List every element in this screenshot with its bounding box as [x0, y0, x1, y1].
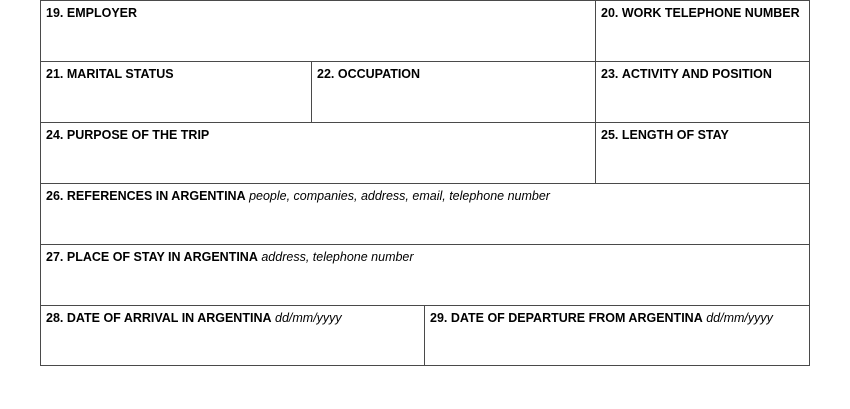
- work-telephone-cell: [595, 0, 810, 62]
- marital-status-number: 21.: [46, 67, 64, 81]
- marital-status-title: MARITAL STATUS: [66, 67, 174, 81]
- departure-date-cell: [424, 305, 810, 366]
- arrival-date-title: DATE OF ARRIVAL IN ARGENTINA: [66, 311, 272, 325]
- activity-position-number: 23.: [601, 67, 619, 81]
- arrival-date-hint: dd/mm/yyyy: [275, 311, 342, 325]
- purpose-of-trip-title: PURPOSE OF THE TRIP: [66, 128, 210, 142]
- arrival-date-field[interactable]: [45, 330, 420, 361]
- length-of-stay-label: [601, 128, 729, 143]
- departure-date-number: 29.: [430, 311, 448, 325]
- marital-status-field[interactable]: [45, 86, 307, 118]
- references-title: REFERENCES IN ARGENTINA: [66, 189, 246, 203]
- activity-position-field[interactable]: [600, 86, 805, 118]
- marital-status-label: [46, 67, 174, 82]
- place-of-stay-number: 27.: [46, 250, 64, 264]
- employer-title: EMPLOYER: [66, 6, 138, 20]
- departure-date-hint: dd/mm/yyyy: [706, 311, 773, 325]
- activity-position-label: [601, 67, 772, 82]
- employer-number: 19.: [46, 6, 64, 20]
- occupation-number: 22.: [317, 67, 335, 81]
- references-cell: [40, 183, 810, 245]
- work-telephone-number: 20.: [601, 6, 619, 20]
- activity-position-cell: [595, 61, 810, 123]
- departure-date-label: [430, 311, 773, 326]
- arrival-date-number: 28.: [46, 311, 64, 325]
- occupation-label: [317, 67, 420, 82]
- employer-label: [46, 6, 137, 21]
- place-of-stay-field[interactable]: [45, 269, 805, 301]
- place-of-stay-cell: [40, 244, 810, 306]
- activity-position-title: ACTIVITY AND POSITION: [621, 67, 772, 81]
- work-telephone-label: [601, 6, 800, 21]
- length-of-stay-title: LENGTH OF STAY: [621, 128, 729, 142]
- references-label: [46, 189, 550, 204]
- occupation-field[interactable]: [316, 86, 591, 118]
- length-of-stay-cell: [595, 122, 810, 184]
- place-of-stay-title: PLACE OF STAY IN ARGENTINA: [66, 250, 258, 264]
- employer-cell: [40, 0, 596, 62]
- place-of-stay-hint: address, telephone number: [261, 250, 414, 264]
- occupation-title: OCCUPATION: [337, 67, 421, 81]
- arrival-date-label: [46, 311, 342, 326]
- departure-date-title: DATE OF DEPARTURE FROM ARGENTINA: [450, 311, 703, 325]
- place-of-stay-label: [46, 250, 414, 265]
- references-hint: people, companies, address, email, telephone number: [249, 189, 550, 203]
- visa-form-section: [40, 0, 810, 366]
- marital-status-cell: [40, 61, 312, 123]
- purpose-of-trip-field[interactable]: [45, 147, 591, 179]
- arrival-date-cell: [40, 305, 425, 366]
- purpose-of-trip-number: 24.: [46, 128, 64, 142]
- departure-date-field[interactable]: [429, 330, 805, 361]
- length-of-stay-field[interactable]: [600, 147, 805, 179]
- references-field[interactable]: [45, 208, 805, 240]
- length-of-stay-number: 25.: [601, 128, 619, 142]
- references-number: 26.: [46, 189, 64, 203]
- work-telephone-title: WORK TELEPHONE NUMBER: [621, 6, 800, 20]
- purpose-of-trip-label: [46, 128, 209, 143]
- employer-field[interactable]: [45, 25, 591, 57]
- work-telephone-field[interactable]: [600, 25, 805, 57]
- occupation-cell: [311, 61, 596, 123]
- purpose-of-trip-cell: [40, 122, 596, 184]
